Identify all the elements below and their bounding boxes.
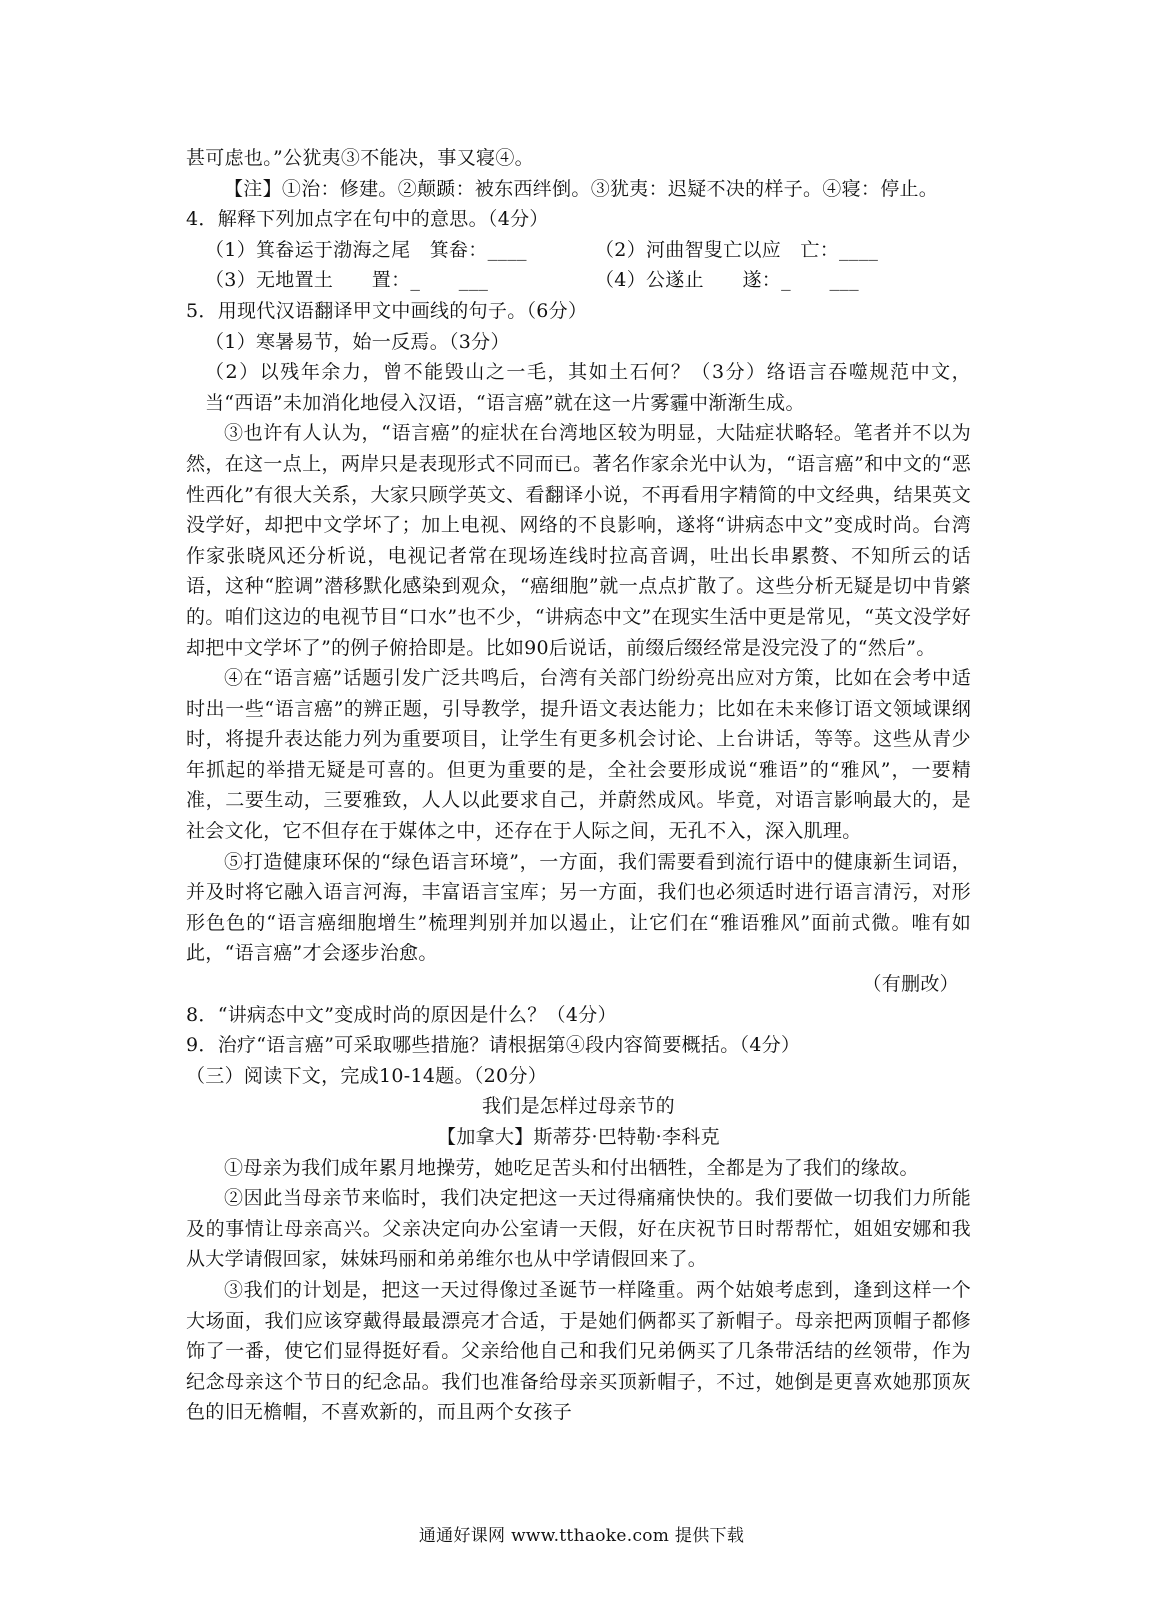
- paragraph-3: ③也许有人认为，“语言癌”的症状在台湾地区较为明显，大陆症状略轻。笔者并不以为然，在这一点上，两岸只是表现形式不同而已。著名作家余光中认为，“语言癌”和中文的“恶性西化”有很大关系，大家只顾学英文、看翻译小说，不再看用字精简的中文经典，结果英文没学好，却把中文学坏了；加上电视、网络的不良影响，遂将“讲病态中文”变成时尚。台湾作家张晓风还分析说，电视记者常在现场连线时拉高音调，吐出长串累赘、不知所云的话语，这种“腔调”潜移默化感染到观众，“癌细胞”就一点点扩散了。这些分析无疑是切中肯綮的。咱们这边的电视节目“口水”也不少，“讲病态中文”在现实生活中更是常见，“英文没学好却把中文学坏了”的例子俯拾即是。比如90后说话，前缀后缀经常是没完没了的“然后”。: [186, 422, 971, 659]
- article-author: 【加拿大】斯蒂芬·巴特勒·李科克: [437, 1126, 720, 1148]
- question-8: 8．“讲病态中文”变成时尚的原因是什么？（4分）: [186, 1003, 617, 1026]
- text-line: 甚可虑也。”公犹夷③不能决，事又寝④。: [186, 147, 534, 169]
- document-body: [186, 143, 971, 1428]
- question-5-item-1: （1）寒暑易节，始一反焉。（3分）: [205, 330, 510, 353]
- paragraph-5: ⑤打造健康环保的“绿色语言环境”，一方面，我们需要看到流行语中的健康新生词语，并及时将它融入语言河海，丰富语言宝库；另一方面，我们也必须适时进行语言清污，对形形色色的“语言癌细胞增生”梳理判别并加以遏止，让它们在“雅语雅风”面前式微。唯有如此，“语言癌”才会逐步治愈。: [186, 850, 971, 965]
- question-4-item-2: （2）河曲智叟亡以应 亡：____: [595, 238, 879, 261]
- question-5: 5．用现代汉语翻译甲文中画线的句子。（6分）: [186, 299, 588, 322]
- story-paragraph-3: ③我们的计划是，把这一天过得像过圣诞节一样隆重。两个姑娘考虑到，逢到这样一个大场面，我们应该穿戴得最最漂亮才合适，于是她们俩都买了新帽子。母亲把两顶帽子都修饰了一番，使它们显得挺好看。父亲给他自己和我们兄弟俩买了几条带活结的丝领带，作为纪念母亲这个节日的纪念品。我们也准备给母亲买顶新帽子，不过，她倒是更喜欢她那顶灰色的旧无檐帽，不喜欢新的，而且两个女孩子: [186, 1278, 971, 1424]
- question-4-item-3: （3）无地置土 置：_ ___: [205, 269, 489, 292]
- story-paragraph-2: ②因此当母亲节来临时，我们决定把这一天过得痛痛快快的。我们要做一切我们力所能及的事情让母亲高兴。父亲决定向办公室请一天假，好在庆祝节日时帮帮忙，姐姐安娜和我从大学请假回家，妹妹玛丽和弟弟维尔也从中学请假回来了。: [186, 1187, 971, 1271]
- question-9: 9．治疗“语言癌”可采取哪些措施？请根据第④段内容简要概括。（4分）: [186, 1034, 801, 1057]
- article-title: 我们是怎样过母亲节的: [481, 1095, 675, 1118]
- question-4-item-4: （4）公遂止 遂：_ ___: [595, 269, 859, 292]
- annotation-note: 【注】①治：修建。②颠踬：被东西绊倒。③犹夷：迟疑不决的样子。④寝：停止。: [224, 177, 939, 200]
- page-footer: 通通好课网 www.tthaoke.com 提供下载: [418, 1526, 745, 1546]
- question-4-row-2: [186, 265, 971, 296]
- question-4-row-1: [186, 235, 971, 266]
- question-5-item-2: （2）以残年余力，曾不能毁山之一毛，其如土石何？（3分）络语言吞噬规范中文，当“西语”未加消化地侵入汉语，“语言癌”就在这一片雾霾中渐渐生成。: [205, 361, 971, 414]
- story-paragraph-1: ①母亲为我们成年累月地操劳，她吃足苦头和付出牺牲，全都是为了我们的缘故。: [224, 1156, 919, 1179]
- edit-note: （有删改）: [862, 973, 959, 996]
- question-4-item-1: （1）箕畚运于渤海之尾 箕畚：____: [205, 238, 527, 261]
- question-4: 4．解释下列加点字在句中的意思。（4分）: [186, 208, 549, 231]
- paragraph-4: ④在“语言癌”话题引发广泛共鸣后，台湾有关部门纷纷亮出应对方策，比如在会考中适时出一些“语言癌”的辨正题，引导教学，提升语文表达能力；比如在未来修订语文领域课纲时，将提升表达能力列为重要项目，让学生有更多机会讨论、上台讲话，等等。这些从青少年抓起的举措无疑是可喜的。但更为重要的是，全社会要形成说“雅语”的“雅风”，一要精准，二要生动，三要雅致，人人以此要求自己，并蔚然成风。毕竟，对语言影响最大的，是社会文化，它不但存在于媒体之中，还存在于人际之间，无孔不入，深入肌理。: [186, 667, 971, 843]
- section-3-heading: （三）阅读下文，完成10-14题。（20分）: [186, 1064, 548, 1087]
